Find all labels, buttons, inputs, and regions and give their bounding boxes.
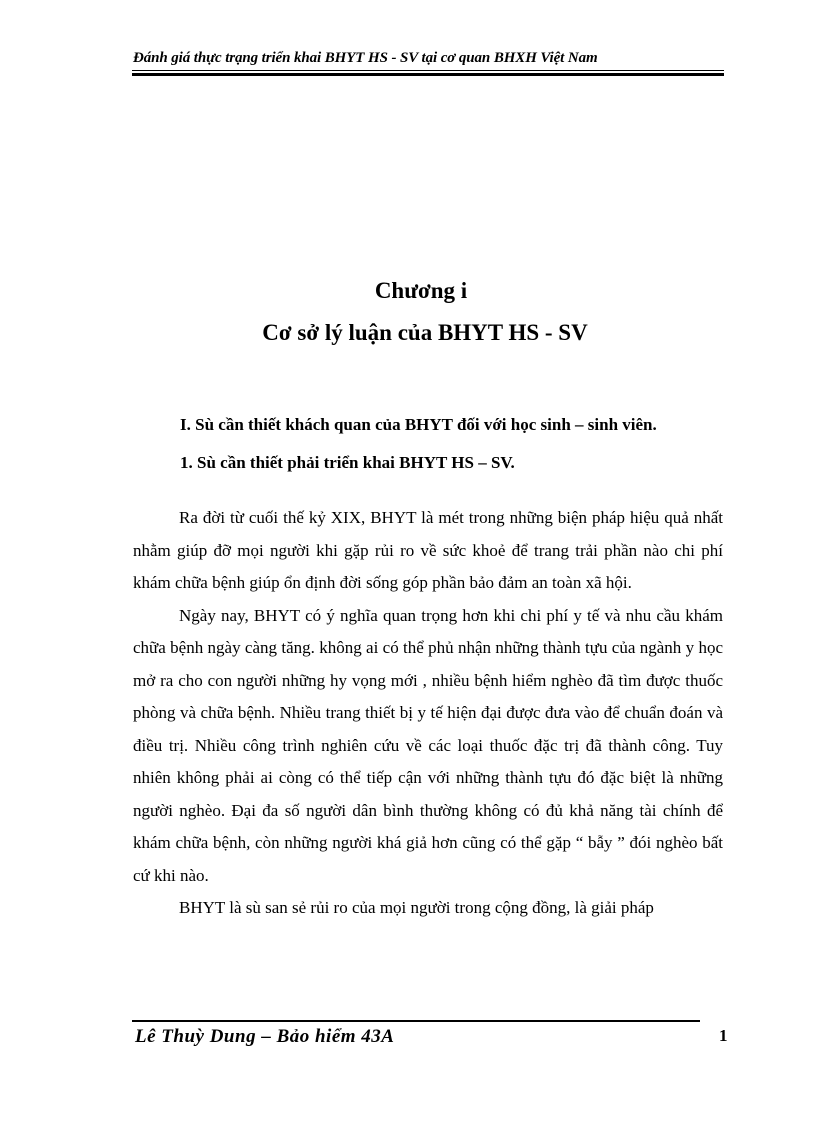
- chapter-title: Chương i: [374, 278, 468, 303]
- header-rule-thick: [132, 73, 724, 76]
- subsection-heading: 1. Sù cần thiết phải triển khai BHYT HS – SV.: [180, 453, 515, 472]
- footer-author: Lê Thuỳ Dung – Bảo hiểm 43A: [135, 1026, 395, 1047]
- paragraph: Ngày nay, BHYT có ý nghĩa quan trọng hơn khi chi phí y tế và nhu cầu khám chữa bệnh ngày càng tăng. không ai có thể phủ nhận những thành tựu của ngành y học mở ra cho con người những hy vọng mới , nhiều bệnh hiểm nghèo đã tìm được thuốc phòng và chữa bệnh. Nhiều trang thiết bị y tế hiện đại được đưa vào để chuẩn đoán và điều trị. Nhiều công trình nghiên cứu về các loại thuốc đặc trị đã thành công. Tuy nhiên không phải ai còng có thể tiếp cận với những thành tựu đó đặc biệt là những người nghèo. Đại đa số người dân bình thường không có đủ khả năng tài chính để khám chữa bệnh, còn những người khá giả hơn cũng có thể gặp “ bẫy ” đói nghèo bất cứ khi nào.: [133, 605, 723, 885]
- running-header: Đánh giá thực trạng triển khai BHYT HS - SV tại cơ quan BHXH Việt Nam: [133, 50, 598, 66]
- paragraph: BHYT là sù san sẻ rủi ro của mọi người trong cộng đồng, là giải pháp: [179, 898, 654, 917]
- paragraph: Ra đời từ cuối thế kỷ XIX, BHYT là mét trong những biện pháp hiệu quả nhất nhằm giúp đỡ mọi người khi gặp rủi ro về sức khoẻ để trang trải phần nào chi phí khám chữa bệnh giúp ổn định đời sống góp phần bảo đảm an toàn xã hội.: [133, 508, 723, 592]
- page-number: 1: [719, 1026, 728, 1045]
- footer-rule: [132, 1020, 700, 1022]
- header-rule-thin: [132, 70, 724, 71]
- chapter-subtitle: Cơ sở lý luận của BHYT HS - SV: [262, 320, 588, 345]
- body-text: [133, 502, 723, 925]
- section-heading: I. Sù cần thiết khách quan của BHYT đối với học sinh – sinh viên.: [180, 415, 657, 434]
